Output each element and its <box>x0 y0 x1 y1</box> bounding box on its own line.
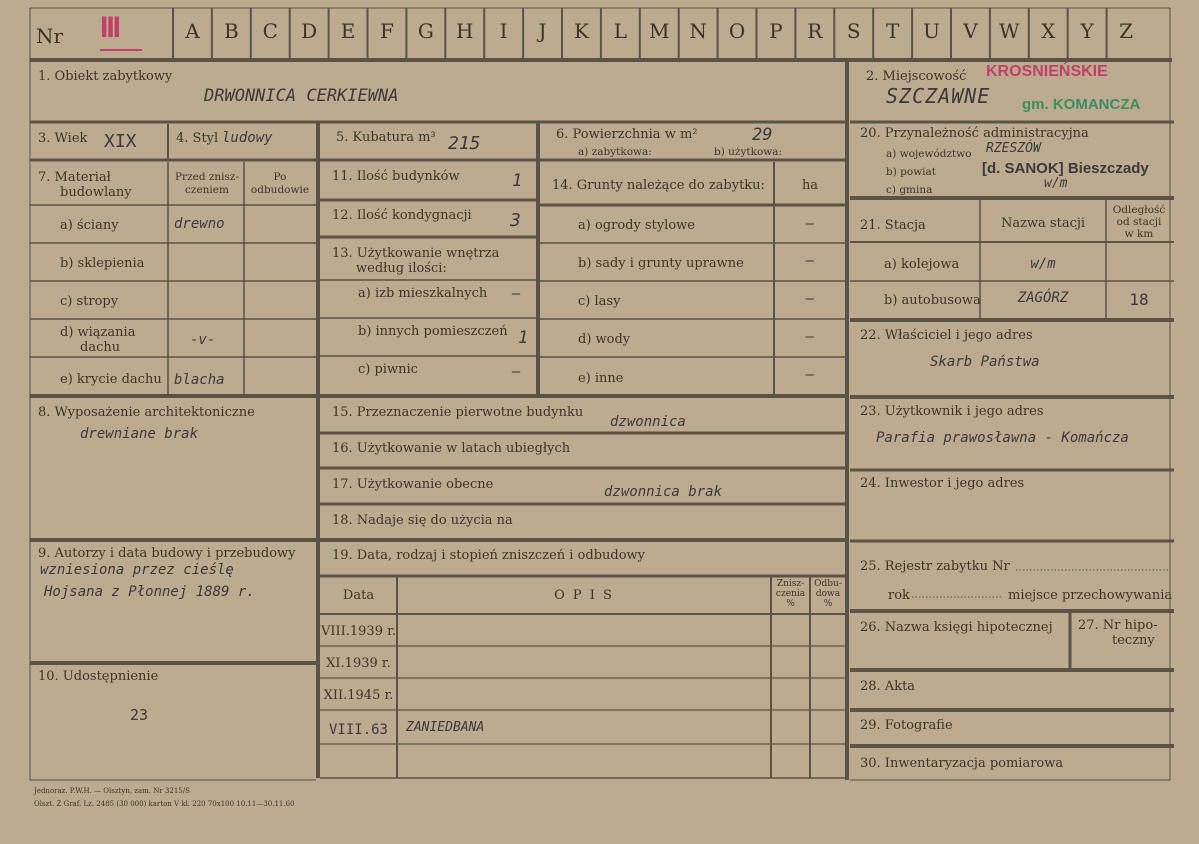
f15-value: dzwonnica <box>610 414 686 430</box>
index-letter-f: F <box>380 19 394 43</box>
f16-label: 16. Użytkowanie w latach ubiegłych <box>332 441 571 456</box>
f19-col-desc: O P I S <box>554 588 614 603</box>
f5-value: 215 <box>448 133 481 154</box>
index-letter-w: W <box>999 19 1020 43</box>
index-letter-d: D <box>301 19 318 43</box>
f21-col-dist-2: od stacji <box>1116 216 1162 228</box>
index-letter-o: O <box>728 19 746 43</box>
f24-label: 24. Inwestor i jego adres <box>860 476 1025 491</box>
f6-sub-b: b) użytkowa: <box>714 146 783 158</box>
f5-label: 5. Kubatura m³ <box>336 130 436 145</box>
f7-col-after-2: odbudowie <box>250 184 310 196</box>
f14-row-c: c) lasy <box>578 294 621 309</box>
f6-value: 29 <box>752 125 773 145</box>
index-letter-m: M <box>649 19 670 43</box>
f2-county: KROSNIEŃSKIE <box>986 63 1108 80</box>
f11-value: 1 <box>512 171 523 191</box>
f20-c-value: w/m <box>1044 176 1068 191</box>
f2-value: SZCZAWNE <box>886 84 991 108</box>
f14-row-b: b) sady i grunty uprawne <box>578 256 744 271</box>
f14-row-d: d) wody <box>578 332 631 347</box>
f19-row-1-date: VIII.1939 r. <box>320 624 397 639</box>
f21-col-name: Nazwa stacji <box>1000 216 1086 231</box>
f20-a: a) województwo <box>886 148 972 160</box>
f13-label-2: według ilości: <box>356 261 447 276</box>
f7-row-e: e) krycie dachu <box>60 372 162 387</box>
f13-a-value: — <box>512 286 521 302</box>
index-letter-i: I <box>499 19 508 43</box>
f21-col-dist-3: w km <box>1124 228 1154 240</box>
index-letter-j: J <box>538 19 547 43</box>
f7-row-a-value: drewno <box>174 216 225 232</box>
f19-col-rebuild-2: dowa <box>815 589 841 599</box>
f20-c: c) gmina <box>886 184 933 196</box>
f7-row-d-value: -v- <box>190 332 216 348</box>
f15-label: 15. Przeznaczenie pierwotne budynku <box>332 405 584 420</box>
f20-label: 20. Przynależność administracyjna <box>860 126 1089 141</box>
index-letter-v: V <box>963 19 978 43</box>
f19-col-dest-3: % <box>786 599 795 609</box>
f4-value: ludowy <box>222 130 273 146</box>
index-letter-b: B <box>223 19 239 43</box>
f8-value: drewniane brak <box>80 426 199 442</box>
f13-b-value: 1 <box>518 328 529 348</box>
f19-col-dest-2: czenia <box>775 589 806 599</box>
index-letter-z: Z <box>1119 19 1133 43</box>
f14-row-a-value: — <box>805 216 815 232</box>
f7-col-after-1: Po <box>273 171 287 183</box>
index-letter-p: P <box>769 19 783 43</box>
f19-row-2-date: XI.1939 r. <box>326 656 391 671</box>
f13-a: a) izb mieszkalnych <box>358 286 488 301</box>
f21-b-name: ZAGÓRZ <box>1017 290 1069 306</box>
f13-b: b) innych pomieszczeń <box>358 324 508 339</box>
f21-b-dist: 18 <box>1129 290 1149 309</box>
f7-row-d-2: dachu <box>80 340 121 355</box>
f19-row-4-desc: ZANIEDBANA <box>406 720 485 735</box>
f8-label: 8. Wyposażenie architektoniczne <box>38 405 255 420</box>
f19-row-3-date: XII.1945 r. <box>323 688 394 703</box>
f4-label: 4. Styl <box>176 131 219 146</box>
f22-label: 22. Właściciel i jego adres <box>860 328 1033 343</box>
f10-label: 10. Udostępnienie <box>38 669 159 684</box>
f3-value: XIX <box>104 131 137 152</box>
f22-value: Skarb Państwa <box>930 354 1040 370</box>
f14-label: 14. Grunty należące do zabytku: <box>552 178 765 193</box>
f21-a-name: w/m <box>1030 256 1056 272</box>
f10-value: 23 <box>130 706 149 724</box>
nr-label: Nr <box>36 24 64 48</box>
f12-value: 3 <box>510 210 521 231</box>
index-letter-k: K <box>573 19 589 43</box>
f7-row-a: a) ściany <box>60 218 119 233</box>
index-letter-l: L <box>613 19 627 43</box>
f2-gmina: gm. KOMANCZA <box>1022 96 1141 113</box>
f19-row-4-date: VIII.63 <box>328 722 388 738</box>
index-letter-e: E <box>340 19 356 43</box>
f27-label-2: teczny <box>1112 633 1155 648</box>
nr-value: III <box>100 11 120 44</box>
f25-miejsce: miejsce przechowywania <box>1008 588 1173 603</box>
index-letter-h: H <box>456 19 474 43</box>
f2-label: 2. Miejscowość <box>866 69 967 84</box>
f21-label: 21. Stacja <box>860 218 926 233</box>
f27-label-1: 27. Nr hipo- <box>1078 618 1158 633</box>
f6-sub-a: a) zabytkowa: <box>578 146 652 158</box>
index-letter-x: X <box>1041 19 1056 43</box>
footer-line-1: Jednoraz. P.W.H. — Olsztyn, zam. Nr 3215/S <box>34 787 190 795</box>
f14-row-d-value: — <box>805 329 815 345</box>
f25-label: 25. Rejestr zabytku Nr <box>860 559 1010 574</box>
f14-row-a: a) ogrody stylowe <box>578 218 695 233</box>
f14-row-e: e) inne <box>578 371 624 386</box>
f26-label: 26. Nazwa księgi hipotecznej <box>860 620 1053 635</box>
f13-label-1: 13. Użytkowanie wnętrza <box>332 246 500 261</box>
f1-value: DRWONNICA CERKIEWNA <box>204 86 399 106</box>
f14-row-b-value: — <box>805 253 815 269</box>
f30-label: 30. Inwentaryzacja pomiarowa <box>860 756 1064 771</box>
f7-label-1: 7. Materiał <box>38 170 111 185</box>
footer-line-2: Olszt. Z Graf. Lz. 2485 (30 000) karton V kl. 220 70x100 10.11—30.11.60 <box>34 800 295 808</box>
f19-label: 19. Data, rodzaj i stopień zniszczeń i odbudowy <box>332 548 646 563</box>
f20-b-value: [d. SANOK] Bieszczady <box>982 160 1149 177</box>
f7-row-c: c) stropy <box>60 294 119 309</box>
f17-label: 17. Użytkowanie obecne <box>332 477 494 492</box>
f7-row-d-1: d) wiązania <box>60 325 136 340</box>
f29-label: 29. Fotografie <box>860 718 953 733</box>
f23-label: 23. Użytkownik i jego adres <box>860 404 1044 419</box>
index-letter-t: T <box>885 19 900 43</box>
f18-label: 18. Nadaje się do użycia na <box>332 513 513 528</box>
f17-value: dzwonnica brak <box>604 484 723 500</box>
f9-label: 9. Autorzy i data budowy i przebudowy <box>38 546 296 561</box>
f9-line2: Hojsana z Płonnej 1889 r. <box>44 584 255 600</box>
f25-rok: rok <box>888 588 910 603</box>
f7-row-e-value: blacha <box>174 372 225 388</box>
f23-value: Parafia prawosławna - Komańcza <box>876 430 1129 446</box>
index-letter-y: Y <box>1080 19 1094 43</box>
f19-col-date: Data <box>342 588 375 603</box>
index-letter-g: G <box>417 19 434 43</box>
f13-c: c) piwnic <box>358 362 418 377</box>
f14-row-e-value: — <box>805 367 815 383</box>
f19-col-rebuild-3: % <box>823 599 833 609</box>
f7-col-before-1: Przed znisz- <box>174 171 239 183</box>
f19-col-dest-1: Znisz- <box>776 579 805 589</box>
index-letter-n: N <box>689 19 707 43</box>
index-letter-c: C <box>262 19 278 43</box>
f9-line1: wzniesiona przez cieślę <box>40 562 234 578</box>
f21-col-dist-1: Odległość <box>1112 204 1166 216</box>
index-letter-u: U <box>923 19 940 43</box>
index-letter-a: A <box>185 19 200 43</box>
index-letter-r: R <box>807 19 823 43</box>
f20-a-value: RZESZÓW <box>986 141 1041 156</box>
f7-row-b: b) sklepienia <box>60 256 145 271</box>
f19-col-rebuild-1: Odbu- <box>814 579 842 589</box>
f6-label: 6. Powierzchnia w m² <box>556 127 698 142</box>
f28-label: 28. Akta <box>860 679 916 694</box>
f11-label: 11. Ilość budynków <box>332 169 460 184</box>
f7-col-before-2: czeniem <box>185 184 229 196</box>
f13-c-value: — <box>512 364 521 380</box>
f21-a: a) kolejowa <box>884 257 960 272</box>
f14-unit: ha <box>801 178 819 193</box>
f12-label: 12. Ilość kondygnacji <box>332 208 472 223</box>
f21-b: b) autobusowa <box>884 293 981 308</box>
f1-label: 1. Obiekt zabytkowy <box>38 69 173 84</box>
f14-row-c-value: — <box>805 291 815 307</box>
f20-b: b) powiat <box>886 166 937 178</box>
f7-label-2: budowlany <box>60 185 132 200</box>
f3-label: 3. Wiek <box>38 131 88 146</box>
index-letter-s: S <box>846 19 861 43</box>
